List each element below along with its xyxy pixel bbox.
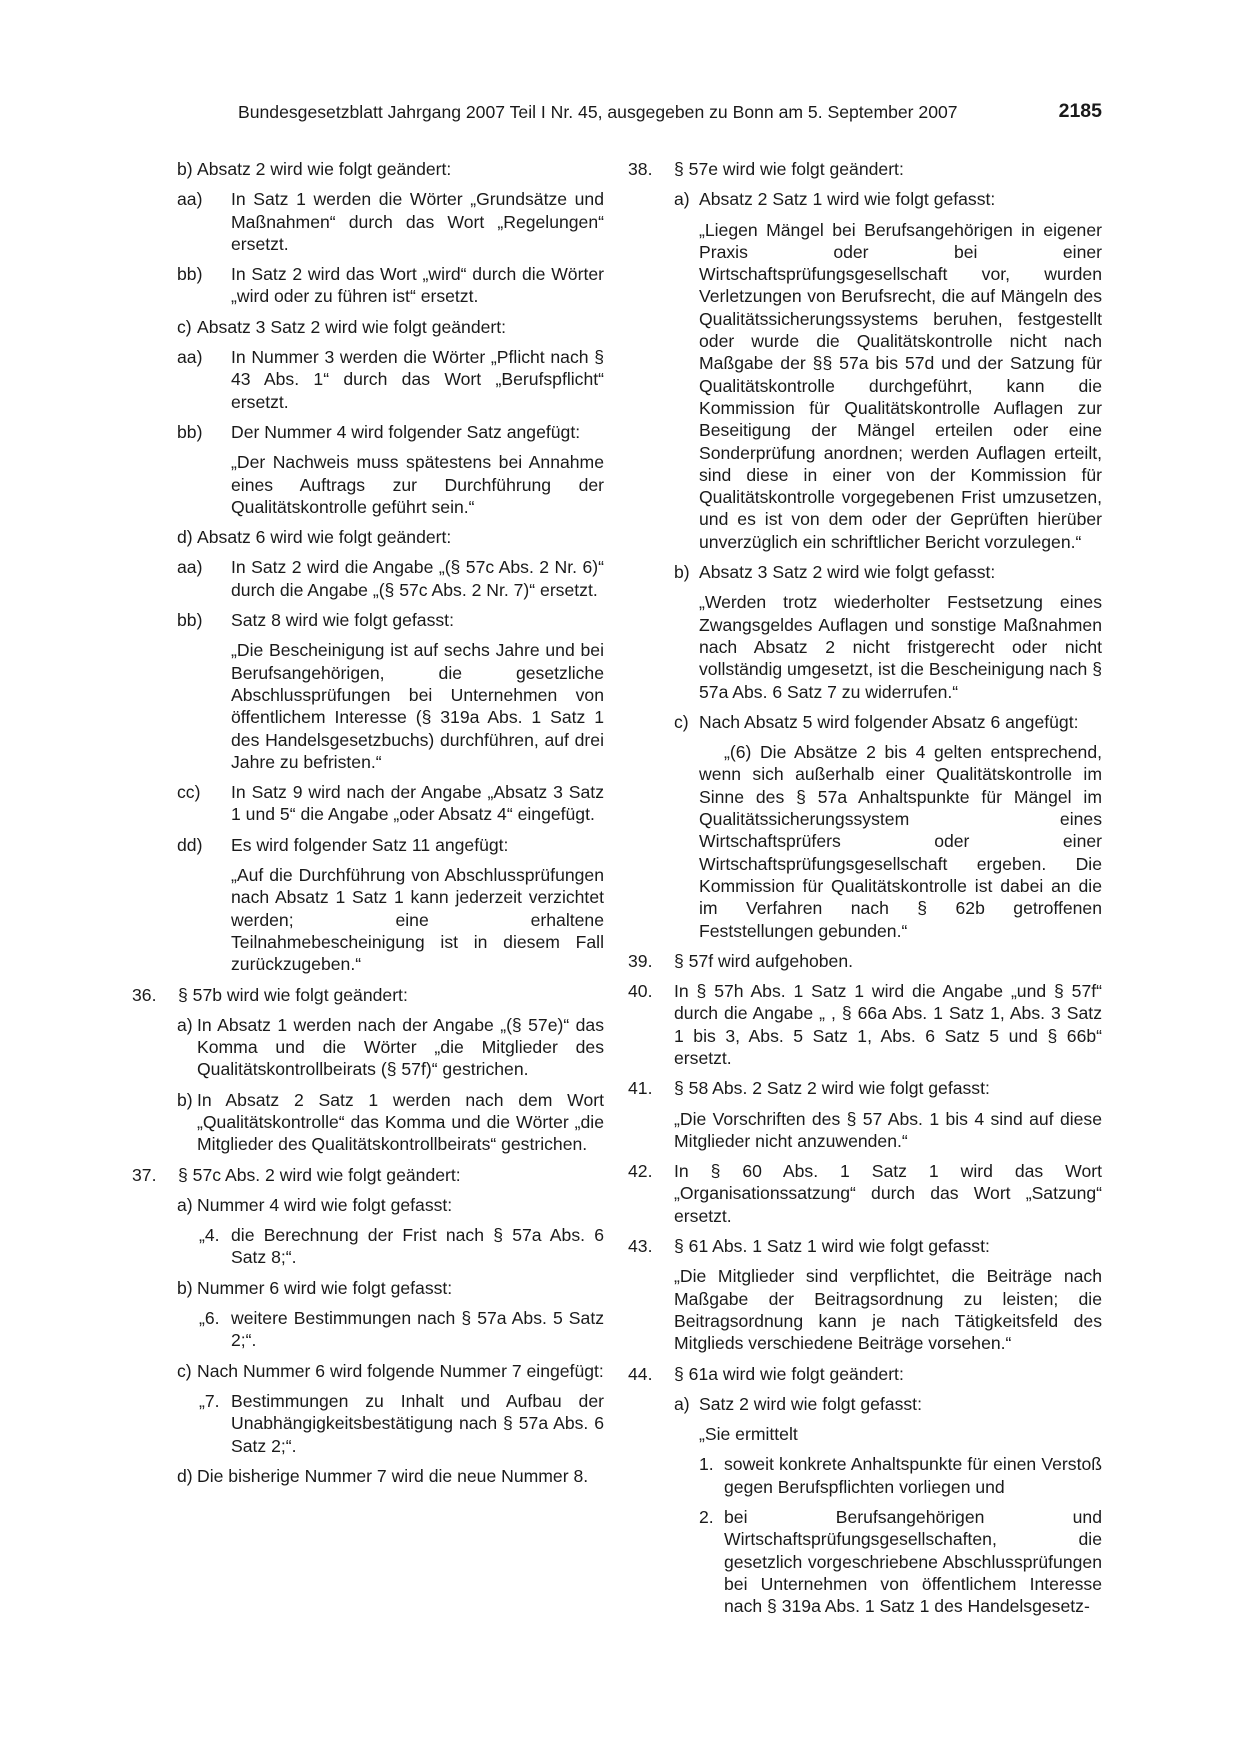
item-text: § 57f wird aufgehoben. xyxy=(674,950,854,971)
list-item xyxy=(628,1453,1102,1498)
item-number: 37. xyxy=(132,1164,157,1185)
item-label: bb) xyxy=(177,421,203,442)
list-item xyxy=(628,1506,1102,1617)
item-number: 43. xyxy=(628,1236,653,1257)
item-label: aa) xyxy=(177,347,203,368)
quoted-text: „Auf die Durchführung von Abschlussprüfungen nach Absatz 1 Satz 1 kann jederzeit verzichtet werden; eine erhaltene Teilnahmebescheinigung ist in diesem Fall zurückzugeben.“ xyxy=(231,865,604,975)
list-item xyxy=(628,1393,1102,1415)
item-number: 41. xyxy=(628,1078,653,1099)
item-text: § 58 Abs. 2 Satz 2 wird wie folgt gefasst: xyxy=(674,1078,990,1099)
item-text: In Absatz 1 werden nach der Angabe „(§ 57e)“ das Komma und die Wörter „die Mitglieder des Qualitätskontrollbeirats (§ 57f)“ gestrichen. xyxy=(197,1014,604,1080)
item-label: c) xyxy=(177,316,192,337)
item-label: aa) xyxy=(177,557,203,578)
list-item xyxy=(132,421,604,443)
list-item xyxy=(628,1363,1102,1385)
item-text: Satz 2 wird wie folgt gefasst: xyxy=(699,1393,922,1414)
page-header xyxy=(238,100,1102,126)
item-label: a) xyxy=(177,1194,193,1215)
item-text: In § 60 Abs. 1 Satz 1 wird das Wort „Organisationssatzung“ durch das Wort „Satzung“ ersetzt. xyxy=(674,1161,1102,1226)
item-number: 39. xyxy=(628,950,653,971)
item-text: Bestimmungen zu Inhalt und Aufbau der Unabhängigkeitsbestätigung nach § 57a Abs. 6 Satz 2;“. xyxy=(231,1390,604,1456)
page-number: 2185 xyxy=(1058,100,1102,122)
item-text: Nach Nummer 6 wird folgende Nummer 7 eingefügt: xyxy=(197,1360,604,1381)
item-text: In Satz 2 wird die Angabe „(§ 57c Abs. 2 Nr. 6)“ durch die Angabe „(§ 57c Abs. 2 Nr. 7)“ ersetzt. xyxy=(231,557,604,600)
list-item xyxy=(132,984,604,1006)
list-item xyxy=(132,834,604,856)
list-item xyxy=(132,556,604,601)
item-text: In Satz 1 werden die Wörter „Grundsätze und Maßnahmen“ durch das Wort „Regelungen“ ersetzt. xyxy=(231,189,604,254)
item-text: § 57b wird wie folgt geändert: xyxy=(178,984,408,1005)
list-item xyxy=(132,316,604,338)
left-column xyxy=(132,158,604,1495)
list-item xyxy=(628,1077,1102,1099)
quoted-list-item xyxy=(132,1307,604,1352)
item-label: cc) xyxy=(177,782,201,803)
item-label: dd) xyxy=(177,834,203,855)
item-text: Absatz 3 Satz 2 wird wie folgt geändert: xyxy=(197,316,507,337)
list-item xyxy=(132,1360,604,1382)
quoted-list-item xyxy=(132,1224,604,1269)
item-text: § 57c Abs. 2 wird wie folgt geändert: xyxy=(178,1164,461,1185)
item-text: Satz 8 wird wie folgt gefasst: xyxy=(231,610,454,631)
right-column xyxy=(628,158,1102,1626)
item-text: Nach Absatz 5 wird folgender Absatz 6 angefügt: xyxy=(699,711,1079,732)
item-label: 1. xyxy=(699,1454,714,1475)
quoted-text: „Werden trotz wiederholter Festsetzung eines Zwangsgeldes Auflagen und sonstige Maßnahmen nach Absatz 2 nicht fristgerecht oder nicht vollständig umgesetzt, ist die Bescheinigung nach § 57a Abs. 6 Satz 7 zu widerrufen.“ xyxy=(699,592,1102,702)
list-item xyxy=(628,1235,1102,1257)
list-item xyxy=(132,188,604,255)
item-label: 2. xyxy=(699,1507,714,1528)
list-item xyxy=(132,263,604,308)
list-item xyxy=(132,526,604,548)
item-text: Nummer 6 wird wie folgt gefasst: xyxy=(197,1277,453,1298)
item-text: In Nummer 3 werden die Wörter „Pflicht nach § 43 Abs. 1“ durch das Wort „Berufspflicht“ ersetzt. xyxy=(231,347,604,412)
item-label: c) xyxy=(177,1360,192,1381)
item-label: b) xyxy=(177,1277,193,1298)
quoted-text: „Die Mitglieder sind verpflichtet, die Beiträge nach Maßgabe der Beitragsordnung zu leisten; die Beitragsordnung kann je nach Tätigkeitsfeld des Mitglieds verschiedene Beiträge vorsehen.“ xyxy=(674,1266,1102,1354)
item-text: § 57e wird wie folgt geändert: xyxy=(674,159,904,179)
item-number: 42. xyxy=(628,1161,653,1182)
list-item xyxy=(132,1465,604,1487)
item-text: In Absatz 2 Satz 1 werden nach dem Wort „Qualitätskontrolle“ das Komma und die Wörter „die Mitglieder des Qualitätskontrollbeirats“ gestrichen. xyxy=(197,1089,604,1155)
quoted-text: „Die Vorschriften des § 57 Abs. 1 bis 4 sind auf diese Mitglieder nicht anzuwenden.“ xyxy=(674,1108,1102,1151)
item-text: Der Nummer 4 wird folgender Satz angefügt: xyxy=(231,421,581,442)
item-text: In § 57h Abs. 1 Satz 1 wird die Angabe „und § 57f“ durch die Angabe „ , § 66a Abs. 1 Satz 1, Abs. 3 Satz 1 bis 3, Abs. 5 Satz 1, Abs. 6 Satz 5 und § 66b“ ersetzt. xyxy=(674,981,1102,1068)
list-item xyxy=(628,711,1102,733)
item-text: soweit konkrete Anhaltspunkte für einen Verstoß gegen Berufspflichten vorliegen und xyxy=(724,1454,1102,1497)
header-title: Bundesgesetzblatt Jahrgang 2007 Teil I Nr. 45, ausgegeben zu Bonn am 5. September 2007 xyxy=(238,102,958,122)
item-label: bb) xyxy=(177,264,203,285)
item-label: c) xyxy=(674,711,689,732)
quoted-text: „Sie ermittelt xyxy=(699,1424,798,1445)
item-label: „6. xyxy=(199,1308,220,1329)
item-number: 36. xyxy=(132,984,157,1005)
item-text: In Satz 9 wird nach der Angabe „Absatz 3 Satz 1 und 5“ die Angabe „oder Absatz 4“ eingefügt. xyxy=(231,782,604,825)
item-text: Absatz 3 Satz 2 wird wie folgt gefasst: xyxy=(699,562,996,583)
item-text: § 61a wird wie folgt geändert: xyxy=(674,1363,904,1384)
item-text: Absatz 6 wird wie folgt geändert: xyxy=(197,527,452,548)
list-item xyxy=(132,781,604,826)
item-text: Absatz 2 wird wie folgt geändert: xyxy=(197,159,452,179)
item-label: „4. xyxy=(199,1225,220,1246)
list-item xyxy=(628,158,1102,180)
quoted-text: „(6) Die Absätze 2 bis 4 gelten entsprechend, wenn sich außerhalb einer Qualitätskontrolle im Sinne des § 57a Anhaltspunkte für Mängel im Qualitätssicherungssystem eines Wirtschaftsprüfers oder einer Wirtschaftsprüfungsgesellschaft ergeben. Die Kommission für Qualitätskontrolle ist dabei an die im Verfahren nach § 62b getroffenen Feststellungen gebunden.“ xyxy=(699,742,1102,941)
item-text: Absatz 2 Satz 1 wird wie folgt gefasst: xyxy=(699,189,996,210)
item-label: b) xyxy=(177,159,193,179)
list-item xyxy=(132,1014,604,1081)
list-item xyxy=(132,1277,604,1299)
list-item xyxy=(628,980,1102,1069)
list-item xyxy=(628,1160,1102,1227)
list-item xyxy=(132,1089,604,1156)
item-number: 40. xyxy=(628,981,653,1002)
item-label: d) xyxy=(177,527,193,548)
item-text: Nummer 4 wird wie folgt gefasst: xyxy=(197,1194,453,1215)
item-text: die Berechnung der Frist nach § 57a Abs. 6 Satz 8;“. xyxy=(231,1225,604,1268)
item-text: Die bisherige Nummer 7 wird die neue Nummer 8. xyxy=(197,1465,589,1486)
item-label: b) xyxy=(674,562,690,583)
list-item xyxy=(132,346,604,413)
list-item xyxy=(132,1164,604,1186)
item-number: 38. xyxy=(628,159,653,179)
item-text: bei Berufsangehörigen und Wirtschaftsprüfungsgesellschaften, die gesetzlich vorgeschriebene Abschlussprüfungen bei Unternehmen von öffentlichem Interesse nach § 319a Abs. 1 Satz 1 des Handelsgesetz- xyxy=(724,1507,1102,1617)
item-number: 44. xyxy=(628,1363,653,1384)
item-text: In Satz 2 wird das Wort „wird“ durch die Wörter „wird oder zu führen ist“ ersetzt. xyxy=(231,264,604,307)
item-label: a) xyxy=(177,1014,193,1035)
item-label: d) xyxy=(177,1465,193,1486)
quoted-text: „Die Bescheinigung ist auf sechs Jahre und bei Berufsangehörigen, die gesetzliche Abschlussprüfungen bei Unternehmen von öffentlichem Interesse (§ 319a Abs. 1 Satz 1 des Handelsgesetzbuchs) durchführen, auf drei Jahre zu befristen.“ xyxy=(231,640,604,772)
quoted-text: „Liegen Mängel bei Berufsangehörigen in eigener Praxis oder bei einer Wirtschaftsprüfungsgesellschaft vor, wurden Verletzungen von Berufsrecht, die auf Mängeln des Qualitätssicherungssystems beruhen, festgestellt oder wurde die Qualitätskontrolle nicht nach Maßgabe der §§ 57a bis 57d und der Satzung für Qualitätskontrolle durchgeführt, kann die Kommission für Qualitätskontrolle Auflagen zur Beseitigung der Mängel erteilen oder eine Sonderprüfung anordnen; werden Auflagen erteilt, sind diese in einer von der Kommission für Qualitätskontrolle vorgegebenen Frist umzusetzen, und es ist von dem oder der Geprüften hierüber unverzüglich ein schriftlicher Bericht vorzulegen.“ xyxy=(699,219,1102,552)
item-label: a) xyxy=(674,1393,690,1414)
item-label: bb) xyxy=(177,610,203,631)
item-label: a) xyxy=(674,189,690,210)
quoted-list-item xyxy=(132,1390,604,1457)
list-item xyxy=(132,609,604,631)
list-item xyxy=(628,188,1102,210)
item-label: b) xyxy=(177,1089,193,1110)
item-text: § 61 Abs. 1 Satz 1 wird wie folgt gefasst: xyxy=(674,1236,990,1257)
item-label: „7. xyxy=(199,1390,220,1411)
quoted-text: „Der Nachweis muss spätestens bei Annahme eines Auftrags zur Durchführung der Qualitätskontrolle geführt sein.“ xyxy=(231,452,604,517)
list-item xyxy=(132,1194,604,1216)
list-item xyxy=(628,950,1102,972)
item-label: aa) xyxy=(177,189,203,210)
item-text: weitere Bestimmungen nach § 57a Abs. 5 Satz 2;“. xyxy=(231,1308,604,1351)
list-item xyxy=(628,561,1102,583)
list-item xyxy=(132,158,604,180)
item-text: Es wird folgender Satz 11 angefügt: xyxy=(231,834,509,855)
